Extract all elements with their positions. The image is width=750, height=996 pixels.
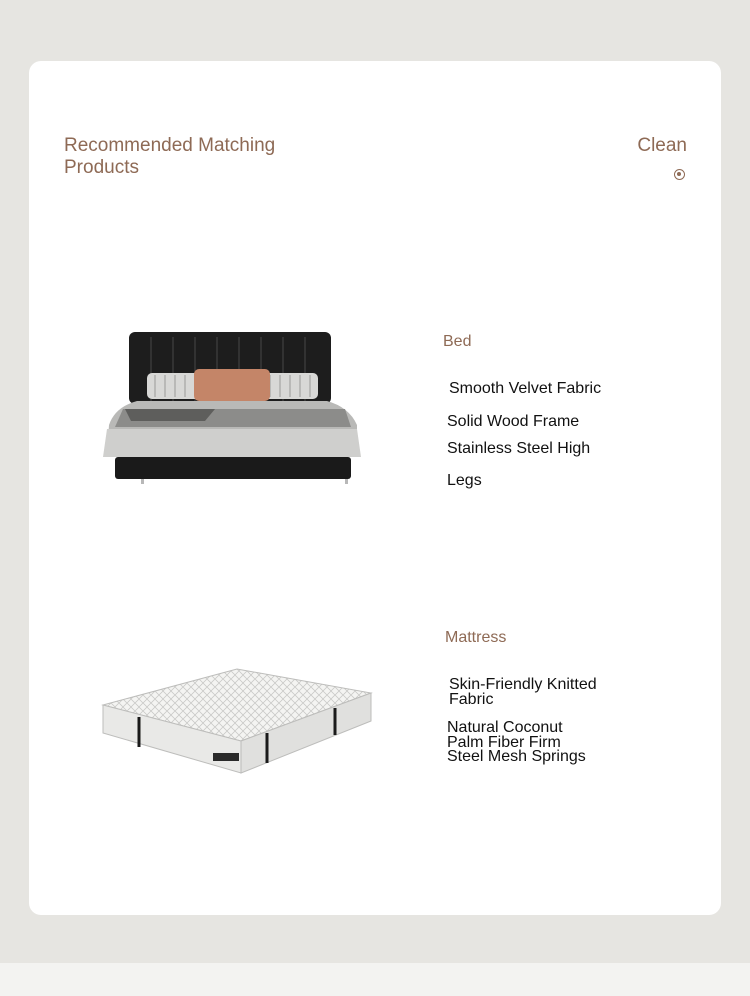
recommended-products-card <box>29 61 721 915</box>
bed-feature-3: Stainless Steel High <box>447 440 591 457</box>
bottom-strip <box>0 963 750 996</box>
mattress-feature-2: Natural Coconut Palm Fiber Firm Steel Mesh Springs <box>447 719 586 765</box>
section-title: Recommended Matching Products <box>64 135 276 178</box>
bed-feature-1: Smooth Velvet Fabric <box>449 380 602 397</box>
clean-label: Clean <box>637 135 687 156</box>
radio-icon[interactable] <box>674 169 685 180</box>
product-name-mattress: Mattress <box>445 629 507 646</box>
black-velvet-bed-image <box>95 329 367 484</box>
mattress-feature-1: Skin-Friendly Knitted Fabric <box>449 676 597 708</box>
product-name-bed: Bed <box>443 333 472 350</box>
bed-feature-4: Legs <box>447 472 482 489</box>
bed-feature-2: Solid Wood Frame <box>447 413 580 430</box>
white-knitted-mattress-image <box>99 663 375 781</box>
